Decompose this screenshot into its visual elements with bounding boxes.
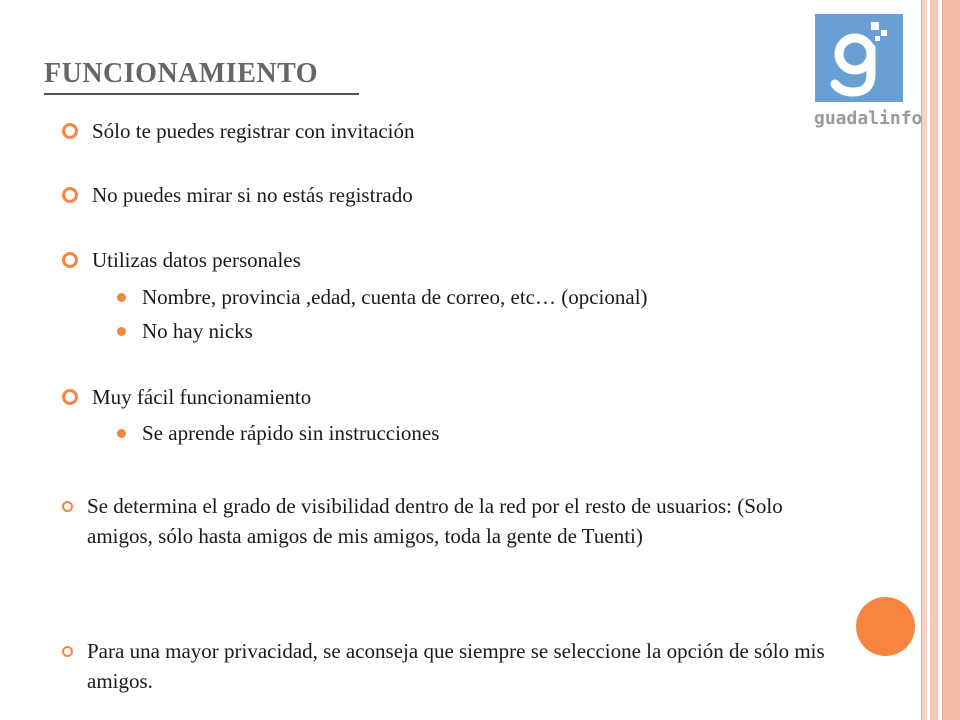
sub-bullet-item — [117, 418, 439, 448]
bullet-text: Se determina el grado de visibilidad dentro de la red por el resto de usuarios: (Solo amigos, sólo hasta amigos de mis amigos, toda la gente de Tuenti) — [87, 494, 783, 548]
bullet-item — [62, 382, 311, 412]
sub-bullet-dot-icon — [117, 327, 126, 336]
bullet-ring-icon — [62, 646, 73, 657]
sub-bullet-text: Nombre, provincia ,edad, cuenta de correo, etc… (opcional) — [142, 285, 648, 309]
guadalinfo-logo — [808, 14, 923, 142]
title-underline — [44, 93, 359, 95]
bullet-item — [62, 245, 301, 275]
bullet-item — [62, 636, 827, 696]
bullet-ring-icon — [62, 501, 73, 512]
bullet-text: Muy fácil funcionamiento — [92, 385, 312, 409]
sub-bullet-dot-icon — [117, 429, 126, 438]
bullet-text: Sólo te puedes registrar con invitación — [92, 119, 415, 143]
sub-bullet-text: No hay nicks — [142, 319, 253, 343]
bullet-ring-icon — [62, 187, 78, 203]
bullet-item — [62, 116, 415, 146]
bullet-text: Para una mayor privacidad, se aconseja que siempre se seleccione la opción de sólo mis amigos. — [87, 639, 825, 693]
decorative-stripe — [930, 0, 938, 720]
logo-g-icon — [815, 14, 903, 102]
bullet-item — [62, 180, 413, 210]
bullet-ring-icon — [62, 389, 78, 405]
decorative-orange-circle — [856, 597, 915, 656]
slide-title: FUNCIONAMIENTO — [44, 58, 319, 89]
bullet-ring-icon — [62, 123, 78, 139]
sub-bullet-item — [117, 316, 253, 346]
sub-bullet-text: Se aprende rápido sin instrucciones — [142, 421, 440, 445]
decorative-stripe — [942, 0, 960, 720]
bullet-item — [62, 491, 827, 551]
bullet-ring-icon — [62, 252, 78, 268]
logo-text: guadalinfo — [814, 108, 923, 129]
bullet-text: Utilizas datos personales — [92, 248, 301, 272]
sub-bullet-item — [117, 282, 648, 312]
bullet-text: No puedes mirar si no estás registrado — [92, 183, 413, 207]
decorative-line — [942, 0, 943, 720]
sub-bullet-dot-icon — [117, 293, 126, 302]
